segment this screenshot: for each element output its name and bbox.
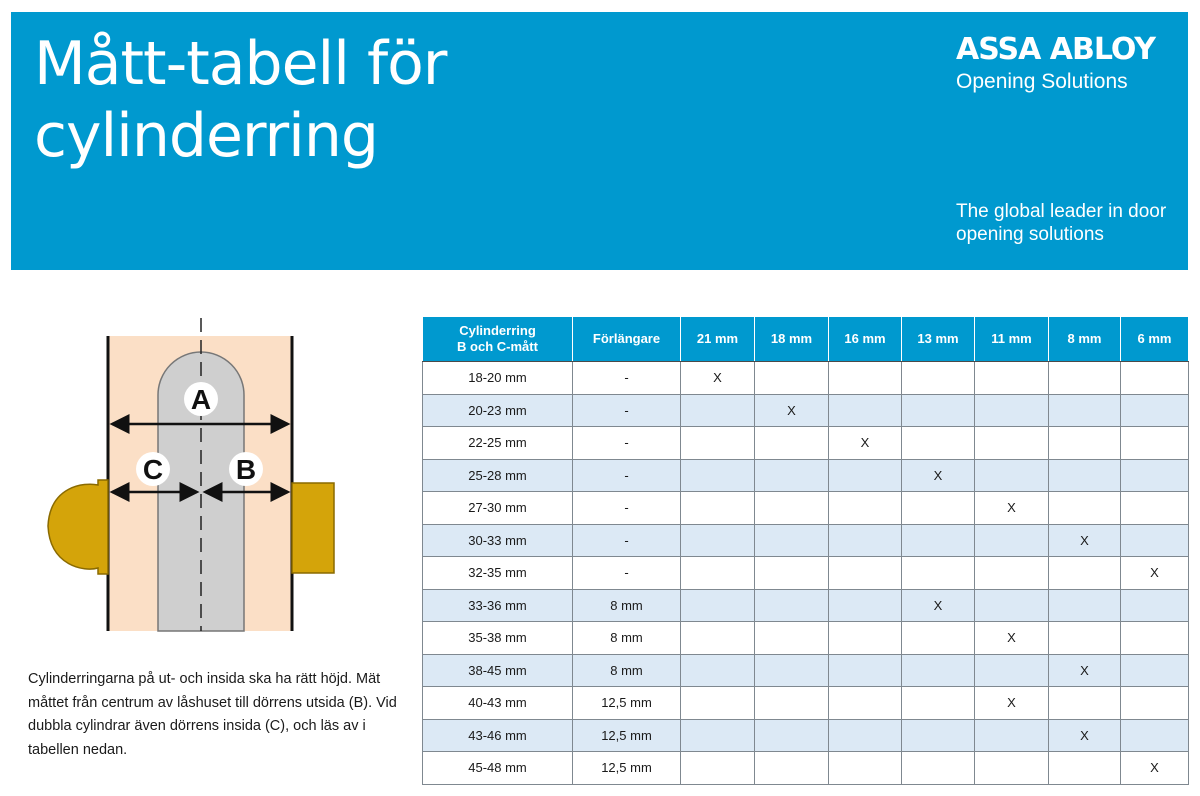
range-cell: 40-43 mm [423, 687, 573, 720]
ring-size-cell [829, 654, 902, 687]
ring-size-cell [1049, 622, 1121, 655]
ring-size-cell [1049, 492, 1121, 525]
ring-size-cell [755, 557, 829, 590]
ring-size-cell [755, 752, 829, 785]
ring-size-cell [829, 752, 902, 785]
ring-size-cell [755, 719, 829, 752]
ring-size-cell [1121, 524, 1189, 557]
range-cell: 27-30 mm [423, 492, 573, 525]
range-cell: 32-35 mm [423, 557, 573, 590]
ring-size-cell [829, 557, 902, 590]
table-row [423, 459, 1189, 492]
ring-size-cell [1121, 459, 1189, 492]
range-cell: 20-23 mm [423, 394, 573, 427]
extender-cell: - [573, 524, 681, 557]
table-row [423, 622, 1189, 655]
range-cell: 18-20 mm [423, 362, 573, 395]
range-cell: 30-33 mm [423, 524, 573, 557]
label-b: B [235, 454, 257, 485]
ring-size-cell: X [902, 589, 975, 622]
ring-size-cell [975, 752, 1049, 785]
table-header-cell: Cylinderring B och C-mått [423, 317, 573, 362]
dimension-table [422, 316, 1189, 785]
table-row [423, 362, 1189, 395]
ring-size-cell [1121, 654, 1189, 687]
brand-logo: ASSA ABLOY [956, 32, 1156, 67]
ring-size-cell [755, 524, 829, 557]
table-row [423, 687, 1189, 720]
table-header-cell: 13 mm [902, 317, 975, 362]
extender-cell: 12,5 mm [573, 752, 681, 785]
ring-size-cell [1049, 427, 1121, 460]
range-cell: 33-36 mm [423, 589, 573, 622]
table-row [423, 719, 1189, 752]
ring-size-cell [902, 362, 975, 395]
ring-size-cell: X [975, 622, 1049, 655]
table-header-cell: 11 mm [975, 317, 1049, 362]
page-title: Mått-tabell för cylinderring [34, 29, 447, 171]
ring-size-cell [681, 394, 755, 427]
range-cell: 35-38 mm [423, 622, 573, 655]
table-row [423, 394, 1189, 427]
table-row [423, 524, 1189, 557]
table-row [423, 492, 1189, 525]
ring-size-cell [829, 687, 902, 720]
ring-size-cell [829, 719, 902, 752]
ring-size-cell [829, 459, 902, 492]
ring-size-cell [829, 362, 902, 395]
cylinder-ring-diagram [40, 310, 350, 640]
table-row [423, 752, 1189, 785]
range-cell: 25-28 mm [423, 459, 573, 492]
ring-size-cell [1121, 589, 1189, 622]
instruction-text: Cylinderringarna på ut- och insida ska ha rätt höjd. Mät måttet från centrum av låshuset till dörrens utsida (B). Vid dubbla cylindrar även dörrens insida (C), och läs av i tabellen nedan. [28, 671, 397, 758]
table-row [423, 654, 1189, 687]
ring-size-cell: X [1049, 719, 1121, 752]
table-header-cell: 21 mm [681, 317, 755, 362]
ring-size-cell [829, 589, 902, 622]
extender-cell: 8 mm [573, 654, 681, 687]
label-c: C [142, 454, 164, 485]
ring-size-cell [975, 557, 1049, 590]
brand-subtitle: Opening Solutions [956, 70, 1128, 93]
knob-right [292, 483, 334, 573]
ring-size-cell [681, 687, 755, 720]
ring-size-cell [1121, 492, 1189, 525]
ring-size-cell [829, 394, 902, 427]
extender-cell: - [573, 362, 681, 395]
range-cell: 38-45 mm [423, 654, 573, 687]
extender-cell: - [573, 459, 681, 492]
ring-size-cell [902, 524, 975, 557]
extender-cell: 8 mm [573, 622, 681, 655]
ring-size-cell: X [1121, 557, 1189, 590]
ring-size-cell [681, 459, 755, 492]
ring-size-cell [1121, 687, 1189, 720]
ring-size-cell [1121, 394, 1189, 427]
ring-size-cell [681, 427, 755, 460]
ring-size-cell [829, 622, 902, 655]
ring-size-cell [755, 492, 829, 525]
ring-size-cell: X [1049, 524, 1121, 557]
ring-size-cell [1121, 622, 1189, 655]
table-header-cell: Förlängare [573, 317, 681, 362]
label-a: A [190, 384, 212, 415]
ring-size-cell [681, 589, 755, 622]
ring-size-cell [755, 427, 829, 460]
ring-size-cell [975, 362, 1049, 395]
ring-size-cell [755, 654, 829, 687]
ring-size-cell [681, 557, 755, 590]
table-header-cell: 8 mm [1049, 317, 1121, 362]
ring-size-cell [902, 654, 975, 687]
table-body [423, 362, 1189, 785]
ring-size-cell [1121, 719, 1189, 752]
ring-size-cell [681, 492, 755, 525]
ring-size-cell: X [681, 362, 755, 395]
ring-size-cell [1049, 557, 1121, 590]
ring-size-cell [902, 427, 975, 460]
ring-size-cell [829, 524, 902, 557]
ring-size-cell [755, 687, 829, 720]
table-row [423, 557, 1189, 590]
brand-tagline: The global leader in door opening solutions [956, 201, 1167, 245]
ring-size-cell [1049, 362, 1121, 395]
extender-cell: 12,5 mm [573, 719, 681, 752]
extender-cell: - [573, 492, 681, 525]
ring-size-cell: X [1049, 654, 1121, 687]
ring-size-cell [829, 492, 902, 525]
table-header-cell: 18 mm [755, 317, 829, 362]
extender-cell: - [573, 427, 681, 460]
extender-cell: - [573, 557, 681, 590]
ring-size-cell [902, 557, 975, 590]
table-header-row [423, 317, 1189, 362]
ring-size-cell [681, 752, 755, 785]
ring-size-cell [975, 719, 1049, 752]
ring-size-cell [755, 362, 829, 395]
ring-size-cell [681, 524, 755, 557]
table-header-cell: 16 mm [829, 317, 902, 362]
ring-size-cell [755, 622, 829, 655]
ring-size-cell [975, 524, 1049, 557]
ring-size-cell [1049, 394, 1121, 427]
ring-size-cell [1049, 459, 1121, 492]
ring-size-cell: X [902, 459, 975, 492]
ring-size-cell [975, 394, 1049, 427]
ring-size-cell [902, 394, 975, 427]
ring-size-cell [902, 752, 975, 785]
ring-size-cell [755, 459, 829, 492]
ring-size-cell [1121, 427, 1189, 460]
ring-size-cell [975, 459, 1049, 492]
table-row [423, 589, 1189, 622]
ring-size-cell [1121, 362, 1189, 395]
ring-size-cell [681, 622, 755, 655]
table-row [423, 427, 1189, 460]
ring-size-cell [902, 622, 975, 655]
extender-cell: - [573, 394, 681, 427]
ring-size-cell [1049, 589, 1121, 622]
range-cell: 22-25 mm [423, 427, 573, 460]
table-header-cell: 6 mm [1121, 317, 1189, 362]
range-cell: 45-48 mm [423, 752, 573, 785]
extender-cell: 8 mm [573, 589, 681, 622]
ring-size-cell: X [755, 394, 829, 427]
ring-size-cell [975, 589, 1049, 622]
ring-size-cell: X [1121, 752, 1189, 785]
ring-size-cell: X [829, 427, 902, 460]
ring-size-cell: X [975, 492, 1049, 525]
ring-size-cell [681, 719, 755, 752]
range-cell: 43-46 mm [423, 719, 573, 752]
ring-size-cell [902, 719, 975, 752]
ring-size-cell: X [975, 687, 1049, 720]
knob-left [48, 480, 108, 574]
ring-size-cell [975, 654, 1049, 687]
ring-size-cell [975, 427, 1049, 460]
extender-cell: 12,5 mm [573, 687, 681, 720]
ring-size-cell [902, 492, 975, 525]
ring-size-cell [902, 687, 975, 720]
ring-size-cell [1049, 752, 1121, 785]
ring-size-cell [681, 654, 755, 687]
ring-size-cell [755, 589, 829, 622]
ring-size-cell [1049, 687, 1121, 720]
